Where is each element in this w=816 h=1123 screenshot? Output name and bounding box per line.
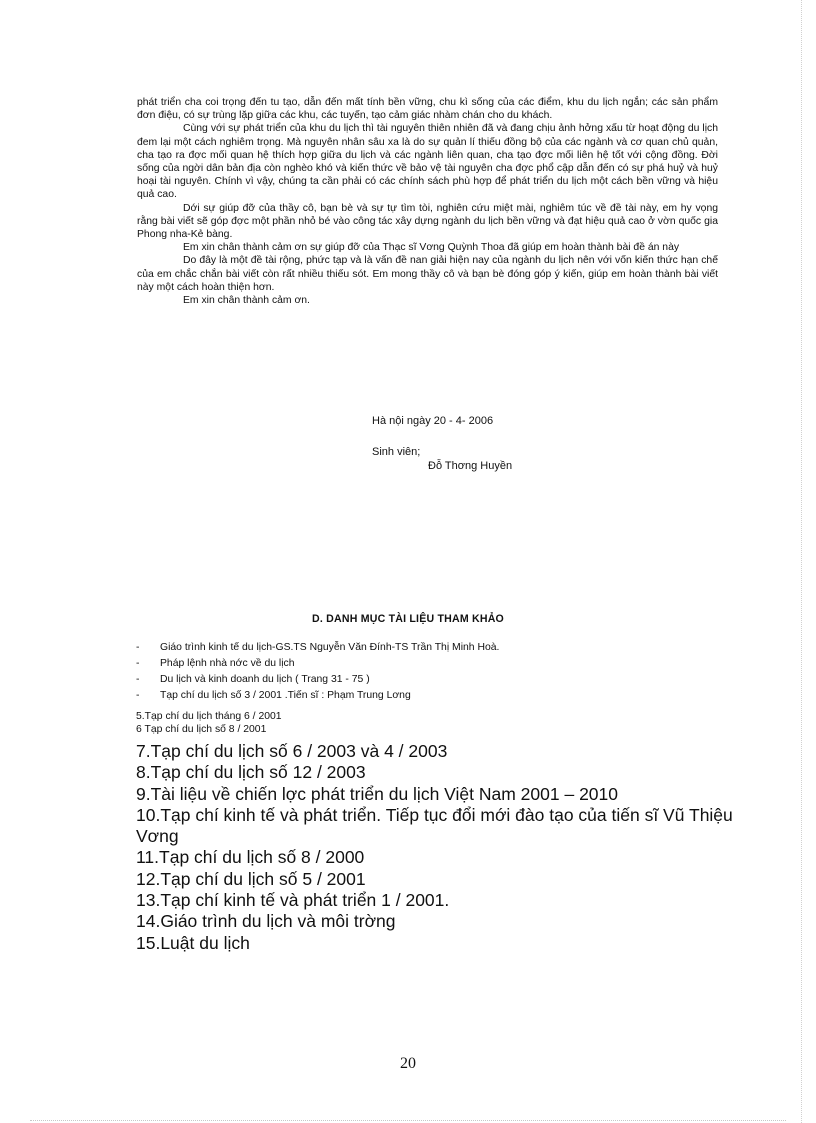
signature-role: Sinh viên; — [372, 446, 421, 458]
list-item: 10.Tạp chí kinh tế và phát triển. Tiếp tục đổi mới đào tạo của tiến sĩ Vũ Thiệu Vơng — [136, 804, 733, 847]
dash-marker: - — [136, 674, 140, 685]
list-item — [136, 656, 499, 672]
reference-text: Du lịch và kinh doanh du lịch ( Trang 31 - 75 ) — [160, 674, 370, 685]
list-item — [136, 640, 499, 656]
reference-text: Pháp lệnh nhà nớc về du lịch — [160, 658, 295, 669]
signature-block — [372, 414, 512, 473]
list-item: 7.Tạp chí du lịch số 6 / 2003 và 4 / 2003 — [136, 741, 448, 761]
paragraph: Em xin chân thành cảm ơn sự giúp đỡ của Thạc sĩ Vơng Quỳnh Thoa đã giúp em hoàn thành bài đề án này — [183, 242, 680, 254]
list-item: 15.Luật du lịch — [136, 932, 250, 953]
signature-name: Đỗ Thơng Huyền — [428, 460, 513, 472]
reference-small-5: 5.Tạp chí du lịch tháng 6 / 2001 — [136, 711, 282, 722]
page-number: 20 — [400, 1055, 416, 1072]
list-item — [136, 672, 499, 688]
dash-marker: - — [136, 642, 140, 653]
dash-marker: - — [136, 658, 140, 669]
references-heading: D. DANH MỤC TÀI LIỆU THAM KHẢO — [312, 613, 504, 625]
paragraph: phát triển cha coi trọng đến tu tạo, dẫn đến mất tính bền vững, chu kì sống của các điểm, khu du lịch ngắn; các sản phẩm đơn điệu, có sự trùng lặp giữa các khu, các tuyến, tạo cảm giác nhàm chán cho du khách. — [137, 97, 718, 122]
page-right-border — [801, 0, 802, 1123]
list-item — [136, 688, 499, 704]
body-text — [137, 96, 718, 307]
list-item: 14.Giáo trình du lịch và môi trờng — [136, 911, 396, 932]
page-bottom-border — [30, 1120, 786, 1121]
paragraph: Dới sự giúp đỡ của thầy cô, bạn bè và sự tự tìm tòi, nghiên cứu miệt mài, nghiêm túc về đề tài này, em hy vọng rằng bài viết sẽ góp đợc một phần nhỏ bé vào công tác xây dựng ngành du lịch bền vững và đạt hiệu quả cao ở vờn quốc gia Phong nha-Kẻ bàng. — [137, 202, 718, 241]
reference-text: Tạp chí du lịch số 3 / 2001 .Tiến sĩ : Phạm Trung Lơng — [160, 690, 411, 701]
paragraph: Cùng với sự phát triển của khu du lịch thì tài nguyên thiên nhiên đã và đang chịu ảnh hởng xấu từ hoạt động du lịch đem lại một cách nghiêm trọng. Mà nguyên nhân sâu xa là do sự quản lí thiếu đồng bộ của các ngành và cơ quan chủ quản, cha tạo ra đợc mối quan hệ thích hợp giữa du lịch và các ngành liên quan, cha tạo đợc mối liên hệ tốt với cộng đồng. Đời sống của ngời dân bản địa còn nghèo khó và kiến thức về bảo vệ tài nguyên cha đợc phổ cập dẫn đến có sự phá huỷ và huỷ hoại tài nguyên. Chính vì vậy, chúng ta cần phải có các chính sách phù hợp để phát triển du lịch một cách bền vững và hiệu quả cao. — [137, 123, 718, 201]
paragraph: Em xin chân thành cảm ơn. — [183, 295, 310, 307]
reference-small-6: 6 Tạp chí du lịch số 8 / 2001 — [136, 724, 267, 735]
dash-marker: - — [136, 690, 140, 701]
reference-text: Giáo trình kinh tế du lịch-GS.TS Nguyễn Văn Đính-TS Trần Thị Minh Hoà. — [160, 642, 500, 653]
list-item: 13.Tạp chí kinh tế và phát triển 1 / 2001. — [136, 890, 450, 911]
reference-list-large — [136, 741, 736, 954]
signature-date: Hà nội ngày 20 - 4- 2006 — [372, 415, 494, 427]
list-item: 11.Tạp chí du lịch số 8 / 2000 — [136, 847, 365, 868]
paragraph: Do đây là một đề tài rộng, phức tạp và là vấn đề nan giải hiện nay của ngành du lịch nên với vốn kiến thức hạn chế của em chắc chắn bài viết còn rất nhiều thiếu sót. Em mong thầy cô và bạn bè đóng góp ý kiến, giúp em hoàn thành bài viết này một cách hoàn thiện hơn. — [137, 255, 718, 293]
list-item: 8.Tạp chí du lịch số 12 / 2003 — [136, 762, 366, 783]
reference-list-dashed — [136, 640, 499, 704]
list-item: 9.Tài liệu về chiến lợc phát triển du lịch Việt Nam 2001 – 2010 — [136, 783, 618, 804]
list-item: 12.Tạp chí du lịch số 5 / 2001 — [136, 868, 366, 889]
